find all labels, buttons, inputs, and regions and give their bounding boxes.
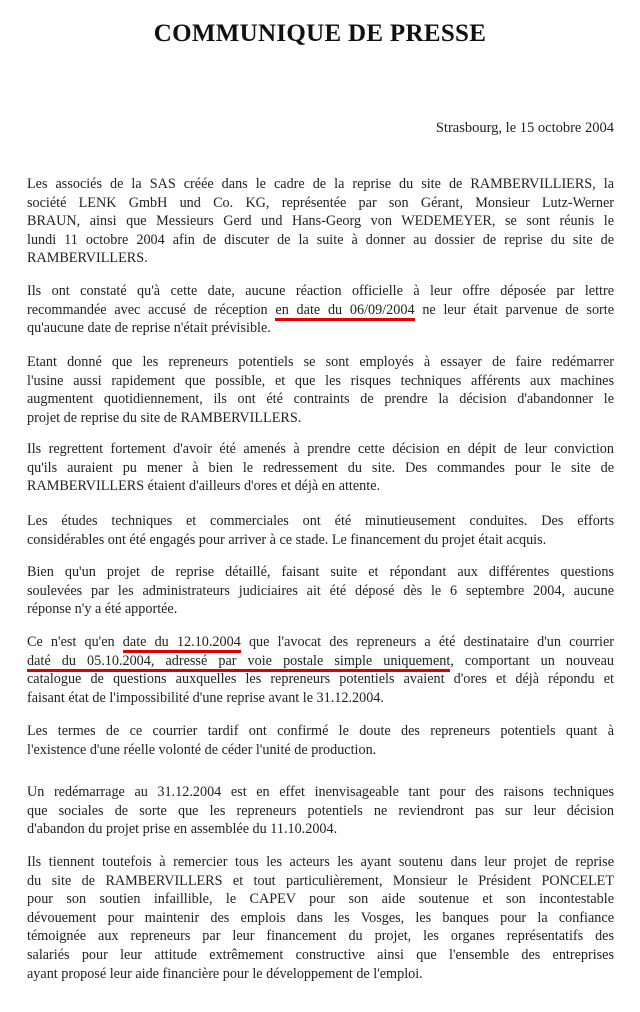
paragraph <box>27 783 614 839</box>
text-line: RAMBERVILLERS étaient d'ailleurs d'ores et déjà en attente. <box>27 478 381 495</box>
paragraph <box>27 722 614 759</box>
text-line: Les études techniques et commerciales ont été minutieusement conduites. Des efforts <box>27 513 614 529</box>
text-line: BRAUN, ainsi que Messieurs Gerd und Hans-Georg von WEDEMEYER, se sont réunis le <box>27 213 614 230</box>
text-line: salariés pour leur attitude extrêmement constructive ainsi que l'ensemble des entreprises <box>27 946 614 963</box>
highlighted-underline-text: daté du 05.10.2004, adressé par voie postale simple uniquement <box>27 653 450 672</box>
text-line: d'abandon du projet prise en assemblée du 11.10.2004. <box>27 821 338 838</box>
text-line: Etant donné que les repreneurs potentiels se sont employés à essayer de faire redémarrer <box>27 354 614 370</box>
text-segment: que l'avocat des repreneurs a été destinataire d'un courrier <box>240 634 614 650</box>
paragraph <box>27 282 614 338</box>
place-date-line: Strasbourg, le 15 octobre 2004 <box>435 120 614 136</box>
paragraph <box>27 353 614 427</box>
text-segment: , comportant un nouveau <box>450 652 614 669</box>
text-line: RAMBERVILLERS. <box>27 250 148 267</box>
text-line: l'existence d'une réelle volonté de céder l'unité de production. <box>27 741 377 758</box>
highlighted-underline-text: en date du 06/09/2004 <box>275 302 414 321</box>
text-line: catalogue de questions auxquelles les repreneurs potentiels avaient d'ores et déjà répondu et <box>27 671 614 688</box>
text-line: augmentent quotidiennement, ils ont été contraints de prendre la décision d'abandonner le <box>27 391 614 408</box>
text-segment: Ce n'est qu'en <box>27 634 123 650</box>
text-line: réponse n'y a été apportée. <box>27 601 178 618</box>
text-line: lundi 11 octobre 2004 afin de discuter de la suite à donner au dossier de reprise du site de <box>27 231 614 248</box>
text-line: l'usine aussi rapidement que possible, et que les risques techniques afférents aux machines <box>27 372 614 389</box>
text-line: projet de reprise du site de RAMBERVILLERS. <box>27 409 302 426</box>
text-line: considérables ont été engagés pour arriver à ce stade. Le financement du projet était acquis. <box>27 531 547 548</box>
document-title: COMMUNIQUE DE PRESSE <box>153 20 487 47</box>
paragraph <box>27 853 614 983</box>
paragraph <box>27 512 614 549</box>
text-line: Ils ont constaté qu'à cette date, aucune réaction officielle à leur offre déposée par lettre <box>27 283 614 299</box>
paragraph <box>27 633 614 707</box>
highlighted-underline-text: date du 12.10.2004 <box>123 634 241 653</box>
text-line: faisant état de l'impossibilité d'une reprise avant le 31.12.2004. <box>27 689 384 706</box>
text-line: qu'aucune date de reprise n'était prévisible. <box>27 320 271 337</box>
paragraph <box>27 563 614 619</box>
text-line <box>27 652 614 671</box>
text-line: que sociales de sorte que les repreneurs potentiels ne reviendront pas sur leur décision <box>27 802 614 819</box>
text-line: soulevées par les administrateurs judiciaires ait été déposé dès le 6 septembre 2004, aucune <box>27 582 614 599</box>
text-line: pour son soutien infaillible, le CAPEV pour son aide soutenue et son incontestable <box>27 891 614 908</box>
text-line: témoignée aux repreneurs par leur financement du projet, les organes représentatifs des <box>27 928 614 945</box>
text-line <box>27 633 614 652</box>
text-line <box>27 301 614 320</box>
paragraph <box>27 175 614 268</box>
text-line: Les termes de ce courrier tardif ont confirmé le doute des repreneurs potentiels quant à <box>27 723 614 739</box>
text-line: ayant proposé leur aide financière pour le développement de l'emploi. <box>27 965 423 982</box>
text-line: qu'ils auraient pu mener à bien le redressement du site. Des commandes pour le site de <box>27 459 614 476</box>
text-line: Bien qu'un projet de reprise détaillé, faisant suite et répondant aux différentes questions <box>27 564 614 580</box>
text-line: société LENK GmbH und Co. KG, représentée par son Gérant, Monsieur Lutz-Werner <box>27 194 614 211</box>
text-line: Les associés de la SAS créée dans le cadre de la reprise du site de RAMBERVILLIERS, la <box>27 176 614 192</box>
text-line: du site de RAMBERVILLERS et tout particulièrement, Monsieur le Président PONCELET <box>27 872 614 889</box>
text-line: Ils regrettent fortement d'avoir été amenés à prendre cette décision en dépit de leur conviction <box>27 441 614 457</box>
text-line: Ils tiennent toutefois à remercier tous les acteurs les ayant soutenu dans leur projet de reprise <box>27 854 614 870</box>
text-segment: recommandée avec accusé de réception <box>27 301 276 318</box>
text-line: Un redémarrage au 31.12.2004 est en effet inenvisageable tant pour des raisons techniques <box>27 784 614 800</box>
text-segment: ne leur était parvenue de sorte <box>414 301 615 318</box>
paragraph <box>27 440 614 496</box>
text-line: dévouement pour maintenir des emplois dans les Vosges, les banques pour la confiance <box>27 909 614 926</box>
